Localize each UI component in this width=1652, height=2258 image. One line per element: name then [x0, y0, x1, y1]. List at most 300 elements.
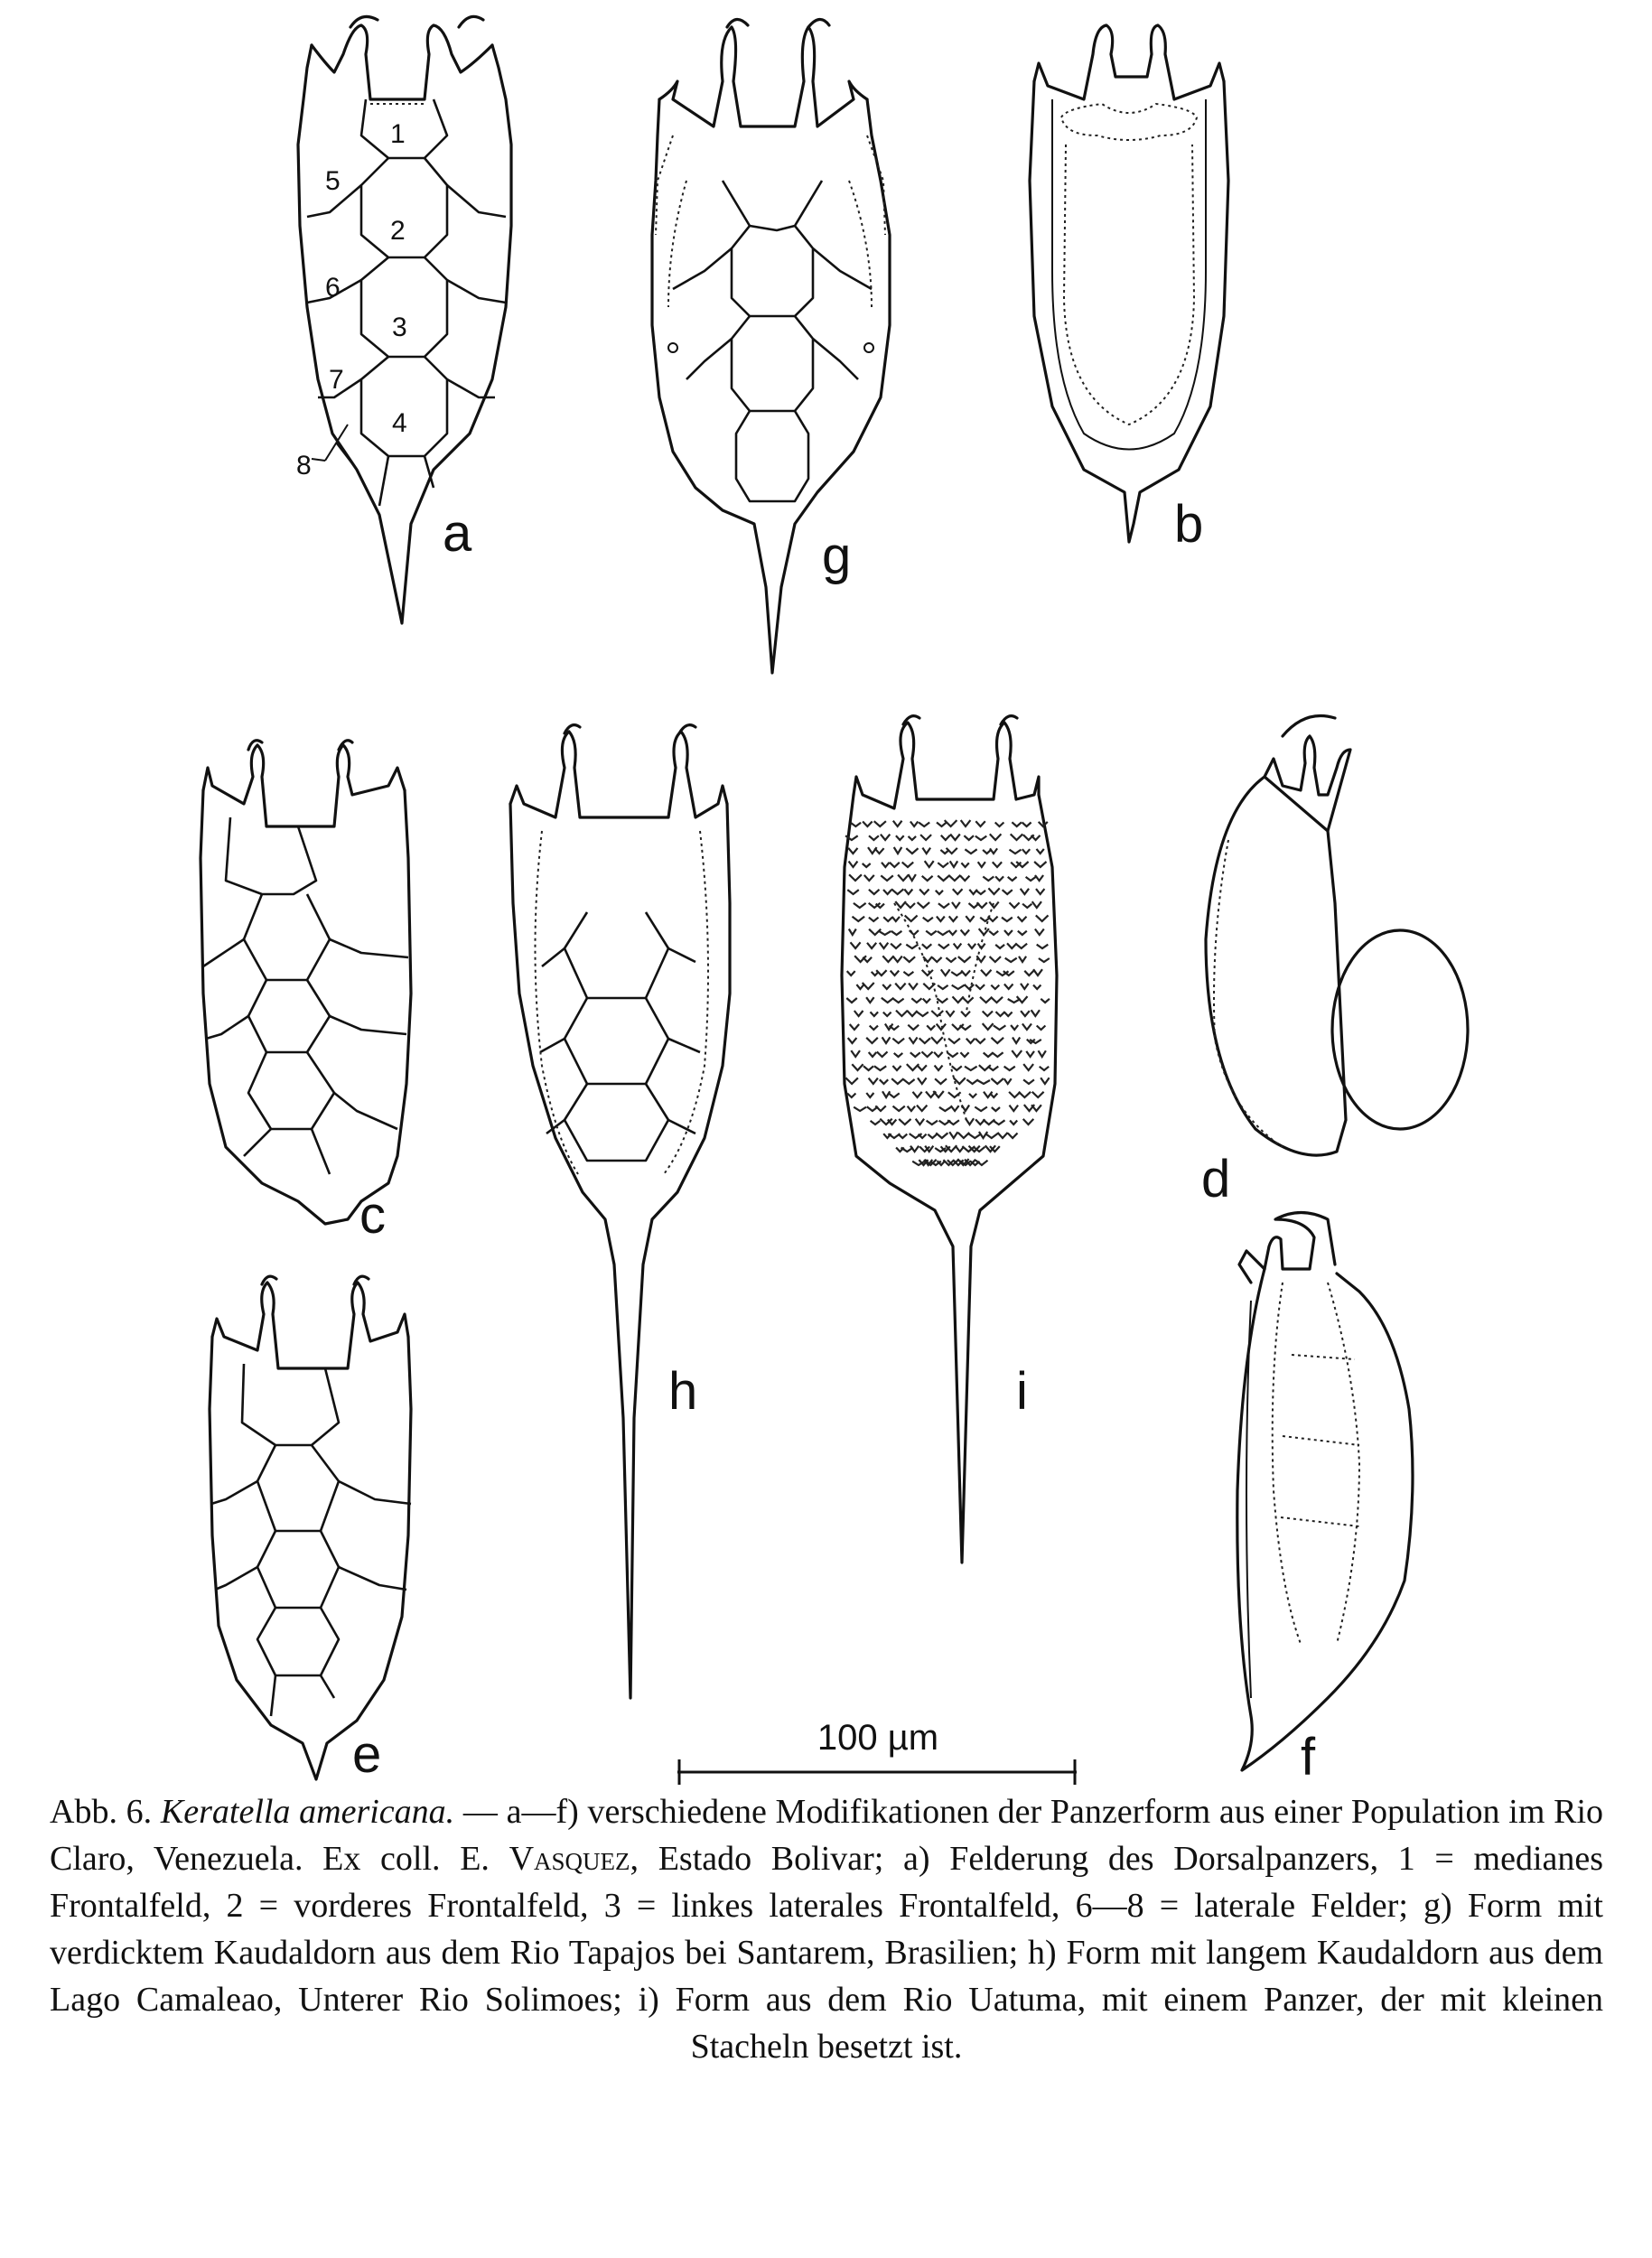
spine-mark — [1021, 889, 1029, 894]
spine-mark — [906, 903, 915, 908]
spine-mark — [916, 1119, 924, 1124]
spine-mark — [935, 1066, 943, 1070]
spine-mark — [863, 957, 872, 962]
spine-mark — [937, 823, 947, 827]
spine-mark — [1039, 1050, 1046, 1057]
spine-mark — [870, 1026, 878, 1030]
spine-mark — [876, 970, 886, 975]
spine-mark — [941, 969, 950, 975]
spine-mark — [938, 876, 949, 882]
spine-mark — [867, 943, 876, 948]
spine-mark — [851, 823, 861, 826]
spine-mark — [1012, 1050, 1022, 1057]
spine-mark — [931, 1011, 943, 1016]
spine-mark — [963, 997, 974, 1003]
spine-mark — [989, 902, 998, 909]
spine-mark — [863, 1066, 873, 1070]
spine-mark — [951, 1106, 959, 1111]
spine-mark — [928, 1134, 937, 1138]
panel-label-d: d — [1201, 1150, 1231, 1208]
spine-mark — [854, 1011, 863, 1016]
spine-mark — [985, 1134, 998, 1138]
spine-mark — [882, 998, 894, 1003]
spine-mark — [889, 1093, 900, 1097]
spine-mark — [892, 917, 900, 921]
spine-mark — [910, 822, 918, 827]
spine-mark — [1040, 1067, 1050, 1070]
spine-mark — [895, 901, 906, 908]
spine-mark — [891, 1078, 903, 1084]
spine-mark — [1031, 1105, 1041, 1111]
spine-mark — [952, 985, 965, 989]
spine-mark — [961, 820, 971, 826]
spine-mark — [975, 1039, 985, 1043]
spine-mark — [979, 928, 989, 935]
spine-mark — [983, 1012, 993, 1017]
spine-mark — [946, 1011, 954, 1016]
caption-collector: Vasquez, — [509, 1840, 639, 1878]
spine-mark — [882, 984, 891, 989]
spine-mark — [892, 1066, 901, 1070]
specimen-g — [652, 19, 890, 673]
spine-mark — [991, 997, 1003, 1003]
spine-mark — [907, 1011, 917, 1016]
spine-mark — [911, 998, 921, 1003]
spine-mark — [1023, 1119, 1034, 1124]
specimen-d — [1206, 716, 1468, 1156]
spine-mark — [993, 1120, 1004, 1124]
spine-mark — [964, 835, 974, 840]
spine-mark — [953, 889, 963, 894]
spine-mark — [958, 956, 971, 962]
spine-mark — [906, 848, 918, 854]
spine-mark — [909, 984, 918, 989]
spine-mark — [1004, 930, 1013, 935]
spine-mark — [975, 1107, 987, 1112]
spine-mark — [990, 956, 1001, 962]
spine-mark — [890, 1026, 900, 1030]
spine-mark — [874, 1066, 886, 1070]
plate-number-1: 1 — [390, 119, 406, 149]
spine-mark — [880, 1079, 888, 1084]
spine-mark — [903, 972, 913, 975]
spine-mark — [1018, 917, 1027, 921]
specimen-i — [842, 716, 1057, 1563]
spine-mark — [990, 834, 1002, 840]
spine-mark — [992, 1107, 1000, 1111]
spine-mark — [848, 848, 857, 854]
spine-mark — [925, 861, 934, 867]
spine-mark — [903, 1079, 915, 1084]
spine-mark — [1004, 1012, 1013, 1017]
spine-mark — [1002, 918, 1013, 921]
spine-mark — [989, 931, 998, 935]
spine-mark — [922, 876, 933, 881]
spine-mark — [891, 971, 900, 975]
spine-mark — [1037, 945, 1049, 948]
spine-mark — [898, 875, 909, 882]
spine-mark — [966, 1039, 975, 1043]
spine-mark — [863, 822, 873, 827]
spine-mark — [898, 1134, 907, 1138]
spine-mark — [920, 835, 931, 840]
spine-mark — [869, 890, 880, 894]
spine-mark — [893, 1106, 905, 1111]
spine-mark — [938, 931, 948, 935]
spine-mark — [950, 835, 960, 841]
scale-bar — [677, 1759, 1077, 1785]
panel-label-b: b — [1174, 495, 1204, 554]
spine-mark — [1018, 931, 1027, 935]
spine-mark — [1024, 971, 1033, 975]
spine-mark — [866, 1093, 873, 1097]
spine-mark — [968, 944, 975, 948]
spine-mark — [997, 1133, 1007, 1138]
spine-mark — [953, 996, 964, 1003]
spine-mark — [1008, 1134, 1018, 1139]
spine-mark — [948, 930, 957, 935]
spine-mark — [866, 997, 874, 1003]
spine-mark — [991, 1078, 1003, 1084]
spine-mark — [910, 1038, 918, 1044]
spine-mark — [933, 1091, 944, 1097]
spine-mark — [917, 1106, 927, 1111]
spine-mark — [1022, 849, 1030, 854]
spine-mark — [1010, 902, 1020, 908]
spine-mark — [881, 875, 893, 881]
spine-mark — [1026, 1051, 1034, 1057]
spine-mark — [931, 1037, 943, 1043]
spine-mark — [961, 930, 970, 936]
spine-mark — [851, 1050, 860, 1057]
spine-mark — [869, 918, 879, 921]
spine-mark — [935, 1078, 947, 1084]
spine-mark — [882, 863, 890, 867]
spine-mark — [909, 874, 916, 881]
specimen-f — [1237, 1213, 1413, 1771]
spine-mark — [988, 888, 999, 894]
spine-mark — [960, 1025, 971, 1030]
spine-mark — [993, 862, 1002, 867]
spine-mark — [919, 1038, 930, 1043]
spine-mark — [995, 945, 1004, 948]
spine-mark — [883, 1012, 891, 1016]
spine-mark — [960, 1052, 968, 1057]
spine-mark — [934, 1052, 943, 1057]
spine-mark — [988, 917, 998, 921]
plate-number-7: 7 — [329, 365, 344, 395]
spine-mark — [965, 1067, 977, 1070]
plate-number-6: 6 — [325, 273, 341, 303]
spine-mark — [1019, 956, 1026, 962]
spine-mark — [1008, 877, 1017, 881]
panel-label-i: i — [1016, 1362, 1028, 1421]
spine-mark — [1010, 1121, 1017, 1125]
spine-mark — [1010, 1106, 1019, 1111]
spine-mark — [909, 836, 917, 840]
spine-mark — [908, 1106, 916, 1111]
spine-mark — [919, 823, 929, 827]
spine-mark — [1035, 929, 1044, 936]
spine-mark — [869, 1052, 877, 1057]
spine-mark — [952, 1066, 962, 1070]
spine-texture — [845, 820, 1050, 1165]
spine-mark — [1022, 823, 1031, 827]
spine-mark — [988, 1067, 999, 1070]
spine-mark — [910, 1052, 920, 1057]
spine-mark — [869, 1078, 878, 1084]
spine-mark — [992, 1052, 1003, 1057]
spine-mark — [992, 1038, 1004, 1043]
spine-mark — [1036, 915, 1049, 921]
spine-mark — [961, 971, 970, 976]
spine-mark — [906, 945, 918, 948]
panel-label-e: e — [352, 1725, 382, 1784]
spine-mark — [863, 983, 874, 989]
spine-mark — [948, 1092, 961, 1097]
spine-mark — [847, 890, 859, 894]
spine-mark — [1021, 984, 1029, 989]
spine-mark — [849, 874, 862, 881]
spine-mark — [937, 917, 945, 921]
spine-mark — [848, 1038, 857, 1043]
spine-mark — [995, 823, 1004, 827]
spine-mark — [854, 903, 866, 908]
spine-mark — [1011, 1025, 1018, 1030]
spine-mark — [976, 956, 985, 962]
spine-mark — [893, 956, 902, 962]
spine-mark — [946, 957, 956, 962]
plate-number-2: 2 — [390, 216, 406, 246]
spine-mark — [976, 891, 985, 894]
spine-mark — [895, 984, 905, 989]
spine-mark — [927, 1025, 935, 1030]
spine-mark — [975, 1161, 987, 1165]
spine-mark — [995, 876, 1003, 881]
spine-mark — [938, 985, 948, 989]
specimen-c — [201, 741, 411, 1224]
spine-mark — [910, 1146, 919, 1152]
spine-mark — [1031, 835, 1041, 840]
plate-number-8: 8 — [296, 451, 312, 481]
panel-label-f: f — [1301, 1728, 1316, 1787]
spine-mark — [932, 957, 942, 962]
spine-mark — [977, 902, 987, 908]
spine-mark — [965, 849, 976, 854]
spine-mark — [908, 1025, 919, 1030]
spine-mark — [894, 847, 902, 854]
spine-mark — [1010, 850, 1022, 854]
spine-mark — [847, 971, 855, 975]
spine-mark — [919, 890, 929, 895]
spine-mark — [877, 1051, 888, 1057]
spine-mark — [962, 1106, 969, 1112]
spine-mark — [880, 943, 889, 948]
spine-mark — [1004, 984, 1013, 990]
spine-mark — [1021, 1011, 1030, 1016]
spine-mark — [977, 1080, 990, 1084]
spine-mark — [937, 998, 947, 1003]
spine-mark — [891, 931, 902, 935]
specimen-e — [210, 1276, 411, 1779]
spine-mark — [994, 1025, 1006, 1030]
spine-mark — [847, 1094, 855, 1098]
spine-mark — [905, 916, 918, 921]
spine-mark — [952, 902, 960, 908]
spine-mark — [983, 850, 991, 854]
spine-mark — [893, 821, 902, 826]
spine-mark — [883, 890, 891, 894]
spine-mark — [926, 931, 937, 935]
spine-mark — [849, 862, 858, 867]
spine-mark — [1015, 944, 1027, 948]
spine-mark — [941, 835, 950, 840]
spine-mark — [879, 931, 891, 935]
spine-mark — [902, 863, 914, 867]
spine-mark — [882, 956, 893, 962]
spine-mark — [1026, 877, 1036, 881]
spine-mark — [918, 1078, 927, 1084]
spine-mark — [968, 1134, 981, 1138]
spine-mark — [856, 984, 863, 989]
spine-mark — [875, 1106, 886, 1111]
egg — [1332, 930, 1468, 1129]
spine-mark — [1022, 904, 1031, 908]
spine-mark — [882, 1037, 891, 1043]
spine-mark — [936, 1133, 947, 1138]
spine-mark — [893, 999, 904, 1003]
spine-mark — [874, 848, 883, 854]
spine-mark — [1017, 996, 1028, 1003]
spine-mark — [1037, 849, 1044, 854]
spine-mark — [938, 944, 949, 948]
spine-mark — [894, 1053, 903, 1057]
spine-mark — [966, 916, 974, 921]
spine-mark — [871, 1012, 879, 1016]
spine-mark — [871, 1121, 881, 1124]
spine-mark — [903, 956, 915, 962]
spine-mark — [949, 916, 957, 921]
spine-mark — [1003, 890, 1013, 894]
spine-mark — [1005, 958, 1017, 962]
spine-mark — [913, 1092, 922, 1097]
spine-mark — [874, 821, 886, 826]
spine-mark — [961, 1012, 970, 1016]
spine-mark — [1013, 1038, 1020, 1044]
spine-mark — [966, 1079, 978, 1084]
spine-mark — [1031, 1010, 1040, 1016]
scale-bar-label: 100 µm — [817, 1718, 939, 1758]
spine-mark — [917, 1012, 928, 1017]
spine-mark — [864, 875, 874, 881]
spine-mark — [890, 863, 900, 867]
spine-mark — [896, 1011, 908, 1016]
caption-species: Keratella americana. — [160, 1793, 455, 1831]
panel-label-g: g — [822, 527, 852, 585]
spine-mark — [854, 1107, 866, 1111]
spine-mark — [951, 972, 962, 975]
spine-mark — [958, 1133, 970, 1138]
spine-mark — [869, 835, 879, 840]
spine-mark — [899, 1119, 910, 1124]
spine-mark — [881, 835, 890, 840]
spine-mark — [975, 836, 987, 840]
spine-mark — [896, 835, 904, 840]
plate-number-5: 5 — [325, 166, 341, 196]
spine-mark — [975, 984, 985, 989]
spine-mark — [892, 1039, 904, 1043]
spine-mark — [1023, 1064, 1033, 1070]
spine-mark — [849, 929, 856, 936]
spine-mark — [888, 1120, 896, 1125]
spine-mark — [852, 1064, 863, 1070]
spine-mark — [978, 862, 985, 867]
spine-mark — [891, 889, 903, 894]
spine-mark — [922, 944, 932, 948]
spine-mark — [1041, 1078, 1049, 1084]
spine-mark — [990, 1094, 997, 1098]
caption-part2: Estado Bolivar; a) Felderung des Dorsalpanzers, 1 = medianes Frontalfeld, 2 = vorderes Frontalfeld, 3 = linkes laterales Frontalfeld, 6—8 = laterale Felder; g) Form mit verdicktem Kaudaldorn aus dem Rio Tapajos bei Santarem, Brasilien; h) Form mit langem Kaudaldorn aus dem Lago Camaleao, Unterer Rio Solimoes; i) Form aus dem Rio Uatuma, mit einem Panzer, der mit kleinen Stacheln besetzt ist. — [50, 1840, 1604, 2066]
spine-mark — [936, 891, 943, 894]
panel-label-a: a — [443, 504, 472, 563]
panel-label-h: h — [668, 1362, 698, 1421]
caption-part1: — a—f) verschiedene Modifikationen der Panzerform aus einer Population im Rio Claro, Venezuela. Ex coll. E. — [50, 1793, 1604, 1878]
spine-mark — [863, 863, 871, 867]
spine-mark — [1041, 999, 1050, 1003]
spine-mark — [1039, 958, 1050, 962]
spine-mark — [1011, 834, 1023, 840]
figure-caption — [50, 1788, 1603, 2070]
spine-mark — [853, 917, 865, 921]
spine-mark — [922, 1051, 933, 1057]
spine-mark — [927, 1121, 938, 1124]
spine-mark — [1004, 1067, 1015, 1070]
spine-mark — [1032, 1092, 1044, 1097]
spine-mark — [991, 985, 999, 989]
spine-mark — [996, 1012, 1005, 1016]
spine-mark — [904, 890, 912, 895]
spine-mark — [922, 970, 933, 975]
spine-mark — [917, 1065, 927, 1070]
spine-mark — [1022, 1023, 1031, 1030]
spine-mark — [846, 998, 857, 1003]
spine-mark — [983, 1023, 994, 1030]
spine-mark — [947, 1120, 959, 1124]
spine-mark — [990, 848, 997, 854]
spine-mark — [1033, 969, 1042, 975]
spine-mark — [969, 890, 977, 894]
spine-mark — [845, 1078, 858, 1084]
spine-mark — [983, 877, 994, 882]
spine-mark — [937, 1024, 946, 1030]
spine-mark — [1034, 862, 1046, 867]
plate-number-4: 4 — [392, 408, 407, 438]
spine-mark — [1012, 822, 1022, 826]
spine-mark — [938, 863, 948, 867]
spine-mark — [1004, 1078, 1012, 1084]
spine-mark — [883, 917, 892, 921]
spine-mark — [1019, 1092, 1031, 1097]
spine-mark — [1035, 875, 1043, 881]
spine-mark — [850, 1024, 859, 1030]
spine-mark — [923, 999, 930, 1003]
spine-mark — [939, 1107, 951, 1111]
spine-mark — [1023, 1079, 1034, 1084]
spine-mark — [1032, 901, 1041, 908]
spine-mark — [922, 848, 930, 854]
spine-mark — [954, 944, 962, 948]
spine-mark — [923, 984, 935, 989]
